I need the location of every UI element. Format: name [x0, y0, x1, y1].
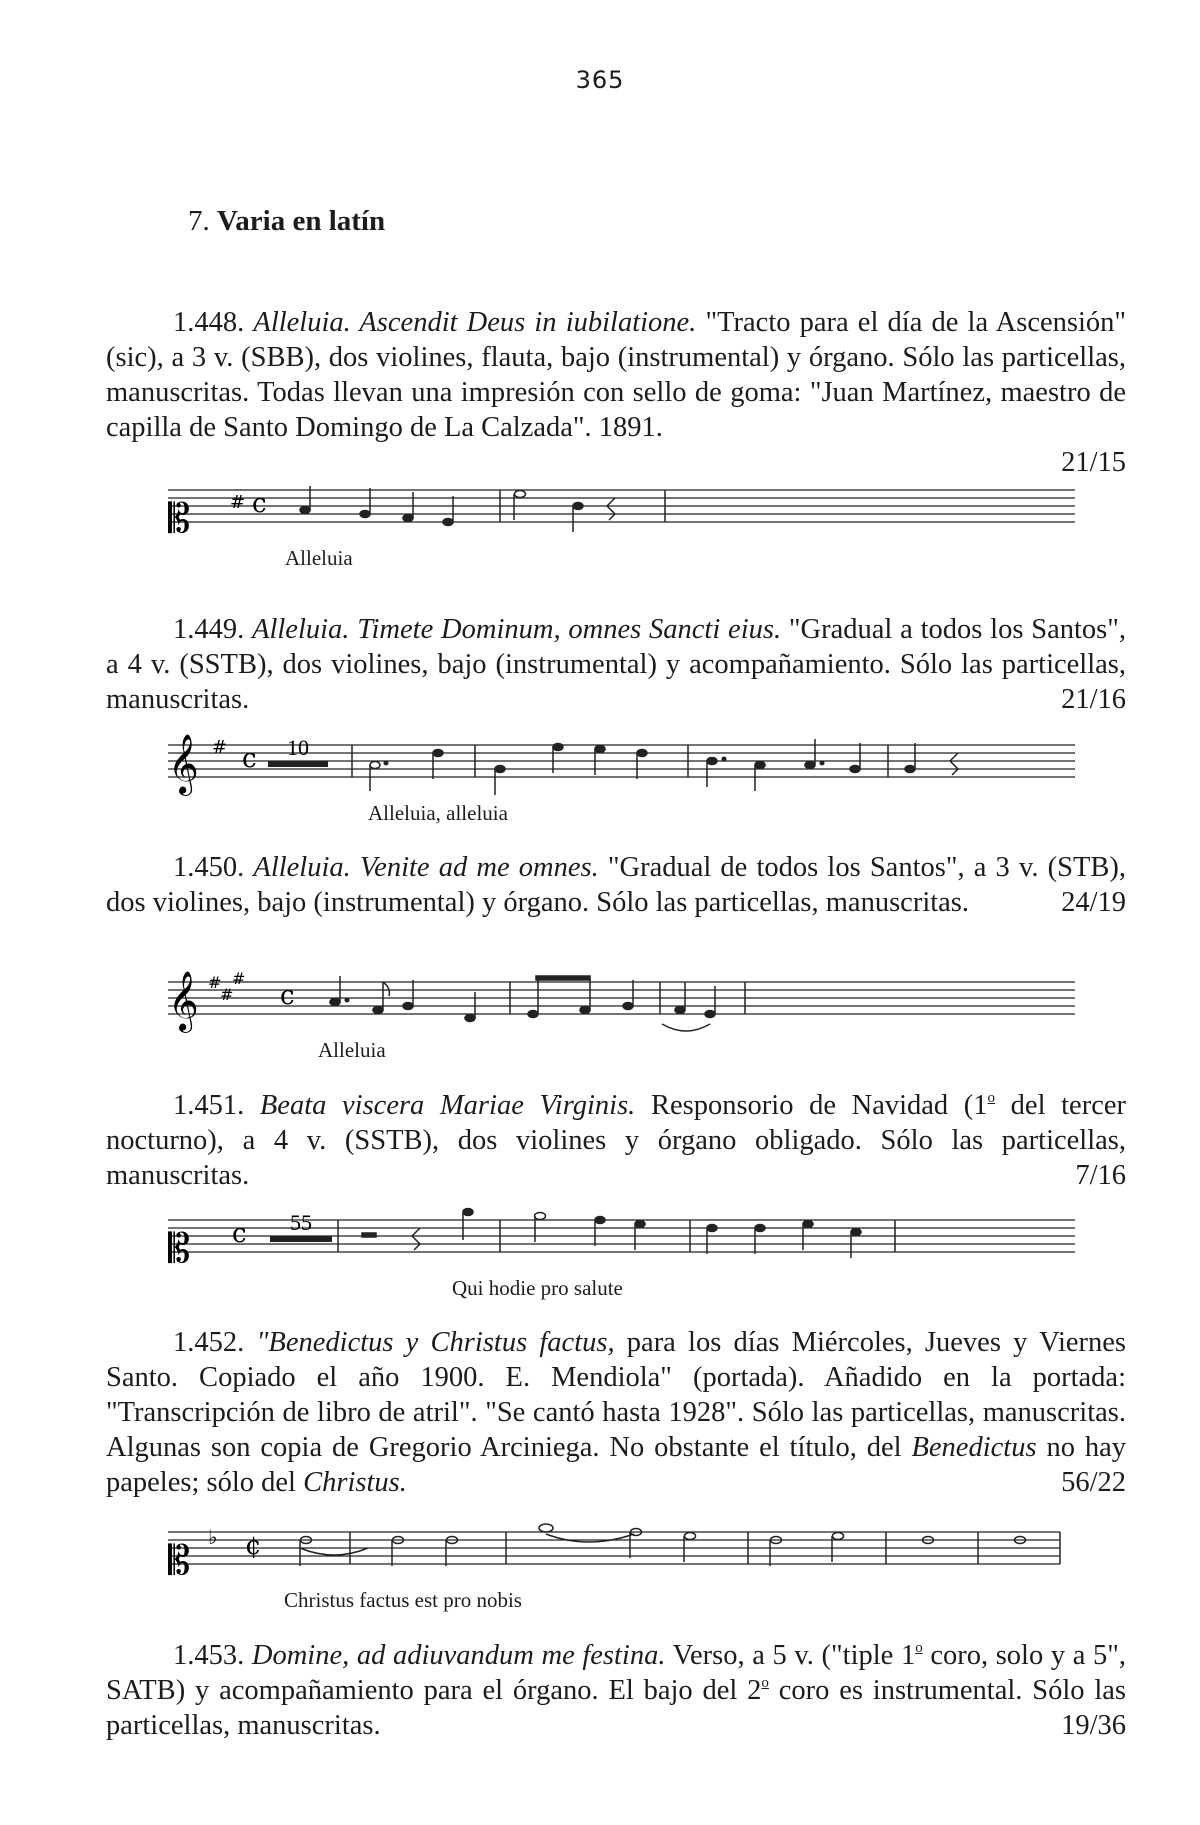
entry-number: 1.450. — [173, 852, 245, 883]
entry-title: Beata viscera Mariae Virginis. — [259, 1090, 636, 1121]
entry-description: Verso, a 5 v. ("tiple 1 — [672, 1640, 916, 1671]
entry-number: 1.451. — [173, 1090, 245, 1121]
incipit-lyric: Alleluia — [285, 546, 353, 570]
entry-reference: 56/22 — [1061, 1467, 1126, 1498]
entry-italic: Benedictus — [911, 1432, 1037, 1463]
section-heading — [188, 205, 385, 238]
catalog-entry — [106, 305, 1126, 480]
svg-text:c: c — [232, 1219, 247, 1249]
staff-notation — [0, 470, 1200, 570]
staff-notation — [0, 1512, 1200, 1612]
c-clef-icon: 𝄡 — [168, 496, 191, 542]
catalog-entry — [106, 1638, 1126, 1743]
entry-description: para los días Miércoles, Jueves y Viernes Santo. Copiado el año 1900. E. Mendiola" (portada). Añadido en la portada: "Transcripción de libro de atril". "Se cantó hasta 1928". Sólo las particellas, manuscritas. Algunas son copia de Gregorio Arciniega. No obstante el título, del — [106, 1327, 1126, 1463]
c-clef-icon: 𝄡 — [168, 1226, 191, 1272]
incipit-lyric: Christus factus est pro nobis — [284, 1588, 522, 1612]
entry-number: 1.448. — [173, 307, 245, 338]
entry-title: Alleluia. Venite ad me omnes. — [253, 852, 599, 883]
c-clef-icon: 𝄡 — [168, 1538, 191, 1584]
entry-description: "Tracto para el día de la Ascensión" (sic), a 3 v. (SBB), dos violines, flauta, bajo (instrumental) y órgano. Sólo las particellas, manuscritas. Todas llevan una impresión con sello de goma: "Juan Martínez, maestro de capilla de Santo Domingo de La Calzada". 1891. — [106, 307, 1127, 443]
entry-description: coro, solo y a 5", SATB) y acompañamiento para el órgano. El bajo del 2 — [106, 1640, 1127, 1706]
svg-text:#: # — [230, 492, 246, 513]
incipit-lyric: Alleluia, alleluia — [368, 801, 508, 825]
svg-text:#: # — [212, 737, 228, 758]
treble-clef-icon: 𝄞 — [168, 971, 199, 1031]
svg-text:c: c — [280, 981, 295, 1011]
entry-number: 1.453. — [173, 1640, 245, 1671]
entry-description: "Gradual a todos los Santos", a 4 v. (SSTB), dos violines, bajo (instrumental) y acompañamiento. Sólo las particellas, manuscritas. — [106, 614, 1126, 715]
svg-text:♭: ♭ — [208, 1525, 218, 1549]
entry-italic: Christus. — [303, 1467, 407, 1498]
entry-number: 1.449. — [173, 614, 245, 645]
staff-notation — [0, 725, 1200, 825]
entry-description: del tercer nocturno), a 4 v. (SSTB), dos violines y órgano obligado. Sólo las particellas, manuscritas. — [106, 1090, 1126, 1191]
entry-title: Alleluia. Timete Dominum, omnes Sancti eius. — [252, 614, 782, 645]
ordinal-superscript: o — [761, 1675, 769, 1691]
entry-reference: 21/15 — [1061, 447, 1126, 478]
svg-text:#: # — [208, 973, 222, 992]
svg-text:¢: ¢ — [245, 1531, 262, 1561]
entry-title: Domine, ad adiuvandum me festina. — [251, 1640, 666, 1671]
music-incipit — [0, 725, 1200, 825]
section-number: 7. — [188, 205, 210, 237]
catalog-entry — [106, 1088, 1126, 1193]
music-incipit — [0, 1200, 1200, 1300]
incipit-lyric: Qui hodie pro salute — [452, 1276, 623, 1300]
svg-text:#: # — [232, 969, 246, 988]
svg-text:#: # — [220, 985, 234, 1004]
entry-description: no hay papeles; sólo del — [106, 1432, 1127, 1498]
section-title: Varia en latín — [217, 205, 386, 237]
rest-count: 10 — [287, 735, 309, 760]
entry-description: Responsorio de Navidad (1 — [650, 1090, 988, 1121]
treble-clef-icon: 𝄞 — [168, 734, 199, 794]
staff-notation — [0, 962, 1200, 1062]
svg-text:c: c — [242, 744, 257, 774]
music-incipit — [0, 1512, 1200, 1612]
incipit-lyric: Alleluia — [318, 1038, 386, 1062]
entry-description: "Gradual de todos los Santos", a 3 v. (STB), dos violines, bajo (instrumental) y órgano. Sólo las particellas, manuscritas. — [106, 852, 1127, 918]
catalog-entry — [106, 1325, 1126, 1500]
entry-reference: 19/36 — [1061, 1710, 1126, 1741]
entry-description: coro es instrumental. Sólo las particellas, manuscritas. — [106, 1675, 1126, 1741]
music-incipit — [0, 470, 1200, 570]
entry-title: "Benedictus y Christus factus, — [256, 1327, 615, 1358]
catalog-entry — [106, 850, 1126, 920]
ordinal-superscript: o — [987, 1090, 996, 1106]
ordinal-superscript: o — [915, 1640, 923, 1656]
entry-reference: 7/16 — [1075, 1160, 1126, 1191]
music-incipit — [0, 962, 1200, 1062]
entry-title: Alleluia. Ascendit Deus in iubilatione. — [253, 307, 697, 338]
entry-reference: 21/16 — [1061, 684, 1126, 715]
svg-text:c: c — [252, 489, 267, 519]
entry-number: 1.452. — [173, 1327, 245, 1358]
catalog-entry — [106, 612, 1126, 717]
rest-count: 55 — [290, 1210, 312, 1235]
entry-reference: 24/19 — [1061, 887, 1126, 918]
page-number: 365 — [575, 66, 625, 94]
